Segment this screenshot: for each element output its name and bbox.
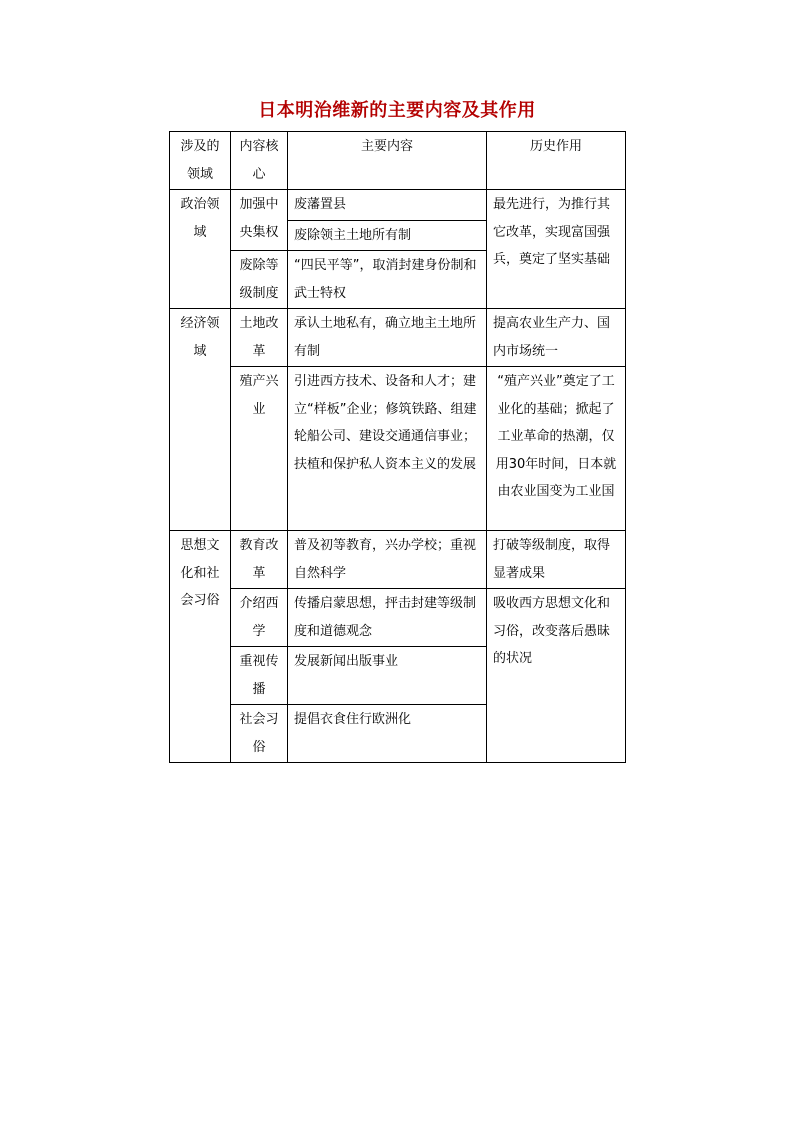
politics-core-3: 废除等级制度 [231, 251, 288, 309]
header-domain: 涉及的领域 [170, 132, 231, 190]
politics-content-1: 废藩置县 [288, 190, 487, 221]
header-row [170, 132, 626, 190]
culture-core-4: 社会习俗 [231, 705, 288, 763]
culture-content-1: 普及初等教育，兴办学校；重视自然科学 [288, 531, 487, 589]
politics-core-1: 加强中央集权 [231, 190, 288, 251]
economy-row-1 [170, 309, 626, 367]
economy-domain: 经济领域 [170, 309, 231, 531]
politics-domain: 政治领域 [170, 190, 231, 309]
culture-core-1: 教育改革 [231, 531, 288, 589]
politics-row-1 [170, 190, 626, 221]
culture-content-4: 提倡衣食住行欧洲化 [288, 705, 487, 763]
politics-content-2: 废除领主土地所有制 [288, 220, 487, 251]
header-role: 历史作用 [487, 132, 626, 190]
culture-row-1 [170, 531, 626, 589]
culture-role: 吸收西方思想文化和习俗，改变落后愚昧的状况 [487, 589, 626, 763]
economy-role-2: “殖产兴业”奠定了工业化的基础；掀起了工业革命的热潮，仅用30年时间，日本就由农业国变为工业国 [487, 367, 626, 531]
culture-domain: 思想文化和社会习俗 [170, 531, 231, 763]
culture-core-3: 重视传播 [231, 647, 288, 705]
culture-core-2: 介绍西学 [231, 589, 288, 647]
economy-content-1: 承认土地私有，确立地主土地所有制 [288, 309, 487, 367]
economy-core-1: 土地改革 [231, 309, 288, 367]
header-core: 内容核心 [231, 132, 288, 190]
culture-row-2 [170, 589, 626, 647]
culture-content-3: 发展新闻出版事业 [288, 647, 487, 705]
economy-content-2: 引进西方技术、设备和人才；建立“样板”企业；修筑铁路、组建轮船公司、建设交通通信事业；扶植和保护私人资本主义的发展 [288, 367, 487, 531]
culture-content-2: 传播启蒙思想，抨击封建等级制度和道德观念 [288, 589, 487, 647]
header-main-content: 主要内容 [288, 132, 487, 190]
economy-role-1: 提高农业生产力、国内市场统一 [487, 309, 626, 367]
politics-role: 最先进行，为推行其它改革，实现富国强兵，奠定了坚实基础 [487, 190, 626, 309]
culture-role-1: 打破等级制度，取得显著成果 [487, 531, 626, 589]
page-title: 日本明治维新的主要内容及其作用 [258, 100, 536, 121]
economy-core-2: 殖产兴业 [231, 367, 288, 531]
economy-row-2 [170, 367, 626, 531]
politics-content-3: “四民平等”，取消封建身份制和武士特权 [288, 251, 487, 309]
reform-table [169, 131, 626, 763]
